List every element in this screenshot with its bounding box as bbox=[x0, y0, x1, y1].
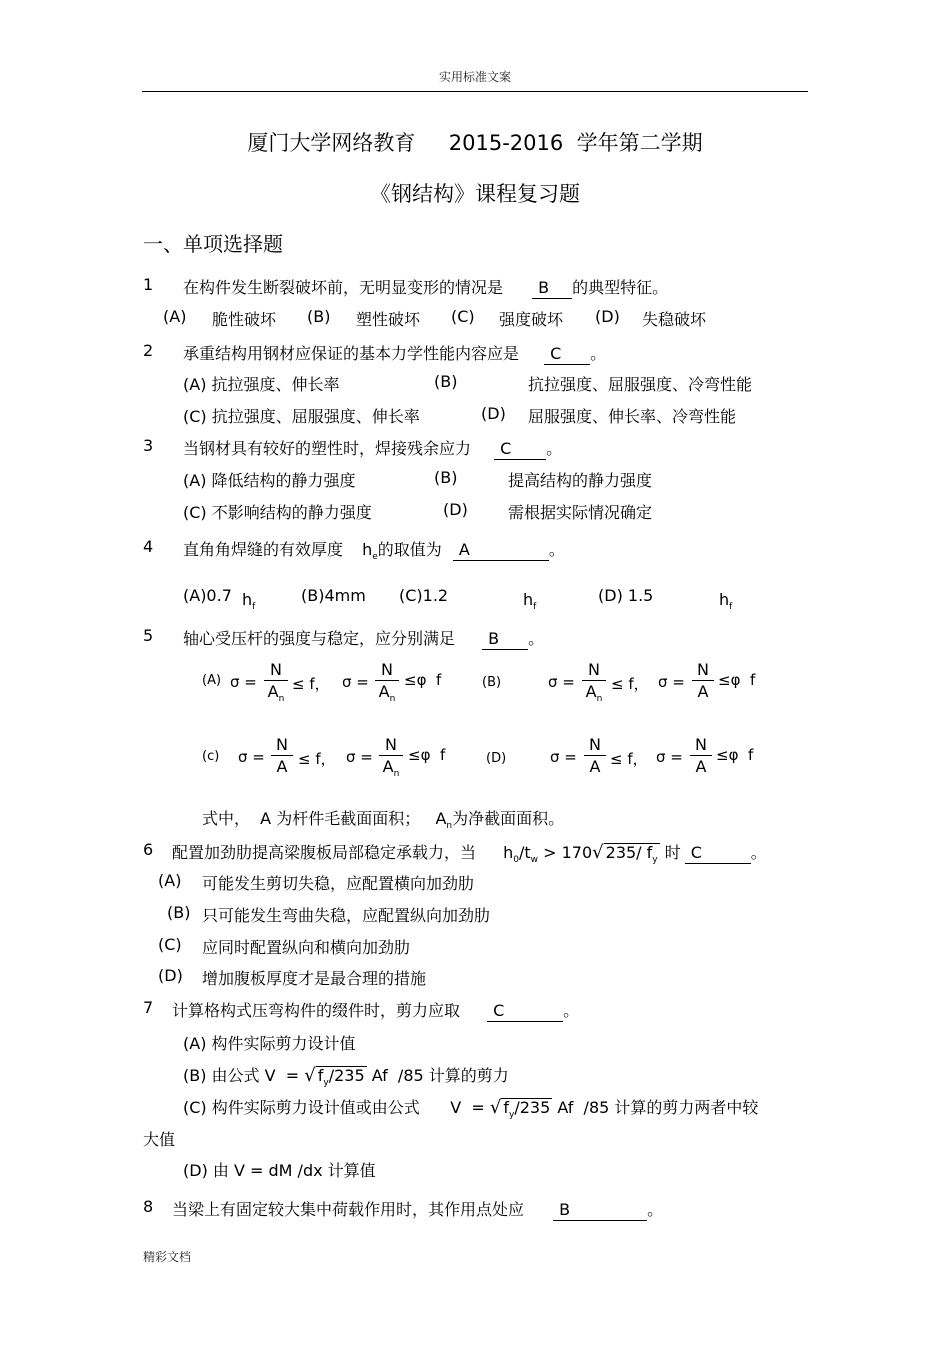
q1-answer: B bbox=[532, 278, 572, 299]
q6-option-c: 应同时配置纵向和横向加劲肋 bbox=[202, 938, 411, 957]
q4-number: 4 bbox=[143, 537, 154, 556]
q2-option-b-key: (B) bbox=[434, 372, 458, 391]
q6-number: 6 bbox=[143, 840, 154, 859]
q3-stem bbox=[183, 436, 562, 460]
q5-b-cond1: ≤ f， bbox=[611, 675, 649, 693]
q6-option-a-key: (A) bbox=[158, 871, 182, 890]
q5-b-sigma1: σ = bbox=[548, 673, 575, 691]
q4-he-symbol: $h_e$ bbox=[362, 540, 378, 562]
q8-text: 当梁上有固定较大集中荷载作用时，其作用点处应 bbox=[172, 1200, 525, 1219]
q5-b-frac2: N A bbox=[692, 660, 714, 703]
q1-option-b: 塑性破坏 bbox=[356, 310, 421, 329]
q2-suffix: 。 bbox=[590, 344, 607, 363]
q5-stem bbox=[183, 626, 544, 650]
q5-c-sigma1: σ = bbox=[238, 748, 265, 766]
q6-option-b-key: (B) bbox=[167, 903, 191, 922]
q2-option-b: 抗拉强度、屈服强度、冷弯性能 bbox=[528, 375, 753, 394]
q5-a-cond2: ≤φ f bbox=[404, 671, 442, 689]
q6-option-d-key: (D) bbox=[158, 966, 183, 985]
q1-number: 1 bbox=[143, 275, 154, 294]
q5-option-c-key: (c) bbox=[202, 749, 220, 764]
q5-option-b-key: (B) bbox=[482, 675, 502, 690]
q8-answer: B bbox=[553, 1200, 647, 1221]
q7-number: 7 bbox=[143, 998, 154, 1017]
q3-option-d-key: (D) bbox=[443, 500, 468, 519]
q4-option-c: (C)1.2 bbox=[399, 586, 449, 605]
q3-option-b: 提高结构的静力强度 bbox=[508, 471, 653, 490]
header-rule bbox=[142, 91, 808, 92]
q1-option-a-key: (A) bbox=[163, 307, 187, 326]
q4-stem bbox=[183, 537, 565, 561]
q1-option-d-key: (D) bbox=[595, 307, 620, 326]
q2-number: 2 bbox=[143, 341, 154, 360]
q6-formula: $h_0/t_w > 170√$ 235/ $f_y$ bbox=[503, 842, 658, 865]
q3-text: 当钢材具有较好的塑性时，焊接残余应力 bbox=[183, 439, 472, 458]
q7-stem bbox=[172, 998, 579, 1022]
course-title: 《钢结构》课程复习题 bbox=[370, 182, 580, 206]
q3-answer: C bbox=[494, 439, 546, 460]
q1-option-a: 脆性破坏 bbox=[212, 310, 277, 329]
q5-a-frac2: N $A_n$ bbox=[375, 660, 399, 706]
q4-text2: 的取值为 bbox=[377, 540, 442, 559]
q5-option-a-key: (A) bbox=[202, 673, 222, 688]
q5-c-frac1: N A bbox=[271, 735, 293, 778]
q5-note: 式中， A 为杆件毛截面面积； $A_n$为净截面面积。 bbox=[202, 809, 565, 831]
q4-option-c-hf: $h_f$ bbox=[523, 590, 537, 612]
q4-answer: A bbox=[453, 540, 549, 561]
q6-suffix: 。 bbox=[750, 843, 767, 862]
q5-b-frac1: N $A_n$ bbox=[582, 660, 606, 706]
q7-option-a: (A) 构件实际剪力设计值 bbox=[183, 1034, 356, 1053]
q5-a-sigma1: σ = bbox=[230, 673, 257, 691]
exam-title: 厦门大学网络教育 2015-2016 学年第二学期 bbox=[247, 131, 703, 155]
q5-d-sigma1: σ = bbox=[550, 748, 577, 766]
q6-option-b: 只可能发生弯曲失稳，应配置纵向加劲肋 bbox=[202, 906, 491, 925]
q4-option-d-hf: $h_f$ bbox=[719, 590, 733, 612]
page-footer: 精彩文档 bbox=[143, 1250, 192, 1264]
q4-option-d: (D) 1.5 bbox=[598, 586, 654, 605]
q7-option-c: (C) 构件实际剪力设计值或由公式 V = √ $f_y/235$ Af /85 计算的剪力两者中较 bbox=[183, 1097, 759, 1120]
q6-text: 配置加劲肋提高梁腹板局部稳定承载力，当 bbox=[172, 843, 477, 862]
q2-option-c: (C) 抗拉强度、屈服强度、伸长率 bbox=[183, 407, 420, 426]
q5-number: 5 bbox=[143, 626, 154, 645]
q5-suffix: 。 bbox=[528, 629, 545, 648]
q2-text: 承重结构用钢材应保证的基本力学性能内容应是 bbox=[183, 344, 520, 363]
q6-stem bbox=[172, 840, 767, 865]
q5-d-cond2: ≤φ f bbox=[716, 746, 754, 764]
q1-option-d: 失稳破坏 bbox=[642, 310, 707, 329]
q7-suffix: 。 bbox=[563, 1001, 580, 1020]
q2-answer: C bbox=[544, 344, 590, 365]
q1-suffix: 的典型特征。 bbox=[572, 278, 669, 297]
q5-c-sigma2: σ = bbox=[346, 748, 373, 766]
q4-text: 直角角焊缝的有效厚度 bbox=[183, 540, 344, 559]
q6-text2: 时 bbox=[664, 843, 681, 862]
q4-option-a-hf: $h_f$ bbox=[242, 590, 256, 612]
q1-text: 在构件发生断裂破坏前，无明显变形的情况是 bbox=[183, 278, 504, 297]
q6-option-c-key: (C) bbox=[158, 935, 182, 954]
q5-a-frac1: N $A_n$ bbox=[264, 660, 288, 706]
q5-c-frac2: N $A_n$ bbox=[379, 735, 403, 781]
q5-c-cond1: ≤ f， bbox=[298, 750, 336, 768]
q7-option-b: (B) 由公式 V = √ $f_y/235$ Af /85 计算的剪力 bbox=[183, 1065, 509, 1088]
q7-text: 计算格构式压弯构件的缀件时，剪力应取 bbox=[172, 1001, 461, 1020]
q6-answer: C bbox=[685, 843, 751, 864]
q3-suffix: 。 bbox=[546, 439, 563, 458]
q2-stem bbox=[183, 341, 606, 365]
page-header: 实用标准文案 bbox=[438, 70, 511, 84]
q2-option-d: 屈服强度、伸长率、冷弯性能 bbox=[528, 407, 737, 426]
q8-suffix: 。 bbox=[647, 1200, 664, 1219]
q5-d-frac2: N A bbox=[690, 735, 712, 778]
q7-option-d: (D) 由 V = dM /dx 计算值 bbox=[183, 1161, 376, 1180]
q3-option-c: (C) 不影响结构的静力强度 bbox=[183, 503, 372, 522]
q7-answer: C bbox=[487, 1001, 563, 1022]
q5-d-sigma2: σ = bbox=[656, 748, 683, 766]
q4-suffix: 。 bbox=[548, 540, 565, 559]
q3-option-d: 需根据实际情况确定 bbox=[508, 503, 653, 522]
section-heading: 一、单项选择题 bbox=[143, 232, 283, 256]
q5-b-sigma2: σ = bbox=[658, 673, 685, 691]
q3-option-b-key: (B) bbox=[434, 468, 458, 487]
q5-text: 轴心受压杆的强度与稳定，应分别满足 bbox=[183, 629, 456, 648]
q4-option-b: (B)4mm bbox=[301, 586, 366, 605]
q5-c-cond2: ≤φ f bbox=[408, 746, 446, 764]
q5-option-d-key: (D) bbox=[486, 751, 507, 766]
q2-option-d-key: (D) bbox=[481, 404, 506, 423]
q5-d-frac1: N A bbox=[584, 735, 606, 778]
q5-b-cond2: ≤φ f bbox=[718, 671, 756, 689]
q3-number: 3 bbox=[143, 436, 154, 455]
q8-number: 8 bbox=[143, 1197, 154, 1216]
q5-a-cond1: ≤ f， bbox=[292, 675, 330, 693]
q1-stem bbox=[183, 275, 668, 299]
q5-d-cond1: ≤ f， bbox=[610, 750, 648, 768]
q5-a-sigma2: σ = bbox=[342, 673, 369, 691]
q8-stem bbox=[172, 1197, 663, 1221]
q1-option-c-key: (C) bbox=[451, 307, 475, 326]
q1-option-b-key: (B) bbox=[307, 307, 331, 326]
q4-option-a: (A)0.7 bbox=[183, 586, 232, 605]
q5-answer: B bbox=[482, 629, 528, 650]
q6-option-a: 可能发生剪切失稳，应配置横向加劲肋 bbox=[202, 874, 475, 893]
q7-option-c-wrap: 大值 bbox=[143, 1130, 176, 1149]
q3-option-a: (A) 降低结构的静力强度 bbox=[183, 471, 356, 490]
q2-option-a: (A) 抗拉强度、伸长率 bbox=[183, 375, 340, 394]
q1-option-c: 强度破坏 bbox=[499, 310, 564, 329]
q6-option-d: 增加腹板厚度才是最合理的措施 bbox=[202, 969, 427, 988]
